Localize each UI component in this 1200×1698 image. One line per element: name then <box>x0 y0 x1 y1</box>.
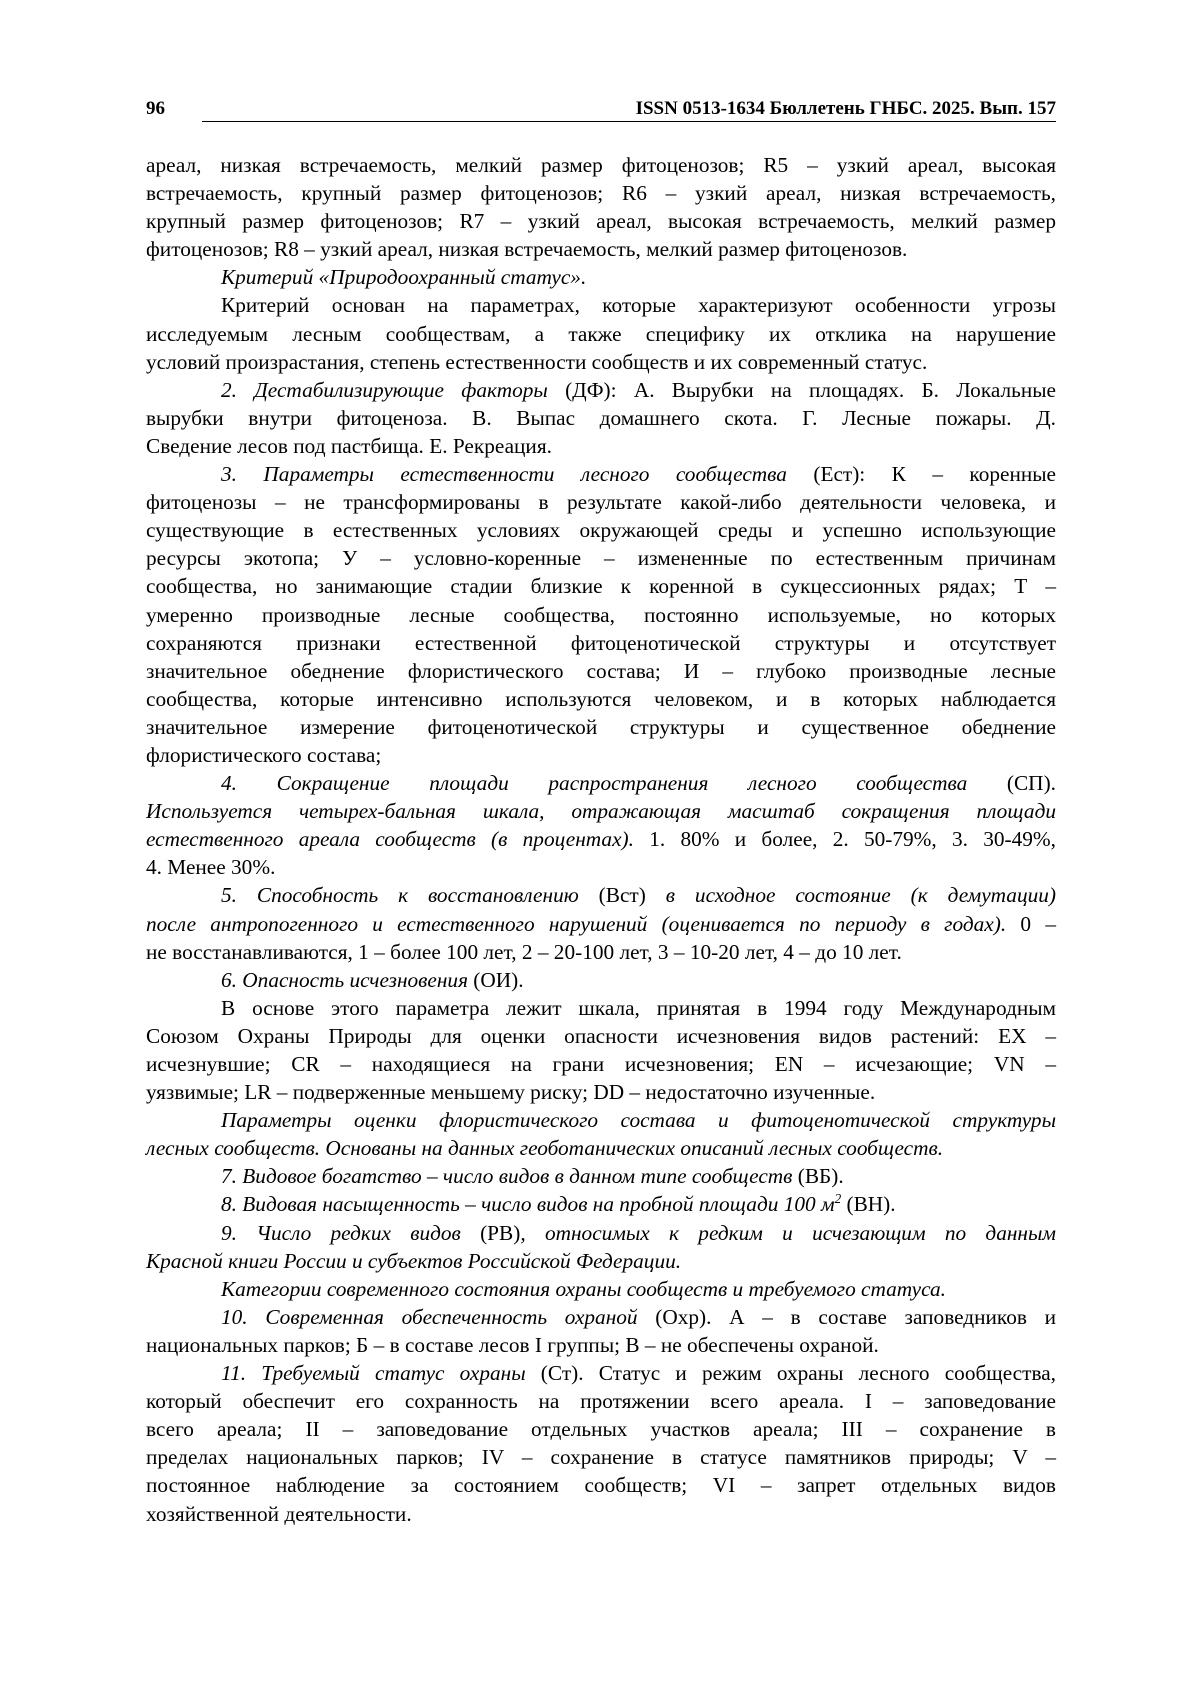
journal-info: ISSN 0513-1634 Бюллетень ГНБС. 2025. Вып. 157 <box>635 98 1056 119</box>
page-header <box>146 98 1056 122</box>
continued-paragraph: ареал, низкая встречаемость, мелкий размер фитоценозов; R5 – узкий ареал, высокая <box>146 153 1056 177</box>
criterion-paragraph: Критерий основан на параметрах, которые характеризуют особенности угрозы <box>221 293 1056 318</box>
iucn-paragraph: В основе этого параметра лежит шкала, принятая в 1994 году Международным <box>221 995 1056 1020</box>
item-species-saturation: 8. Видовая насыщенность – число видов на пробной площади 100 $м^2$ (ВН). <box>221 1191 896 1217</box>
criterion-heading: Критерий «Природоохранный статус». <box>221 265 587 290</box>
item-area-reduction: 4. Сокращение площади распространения лесного сообщества (СП). <box>221 771 1056 796</box>
body-text: ареал, низкая встречаемость, мелкий размер фитоценозов; R5 – узкий ареал, высокая встречаемость, крупный размер фитоценозов; R6 – узкий ареал, низкая встречаемость, крупный размер фитоценозов; R7 – узкий ареал, высокая встречаемость, мелкий размер фитоценозов; R8 – узкий ареал, низкая встречаемость, мелкий размер фитоценозов. Критерий «Природоохранный статус». Критерий основан на параметрах, которые характеризуют особенности угрозы исследуемым лесным сообществам, а также специфику их отклика на нарушение условий произрастания, степень естественности сообществ и их современный статус. 2. Дестабилизирующие факторы (ДФ): А. Вырубки на площадях. Б. Локальные вырубки внутри фитоценоза. В. Выпас домашнего скота. Г. Лесные пожары. Д. Сведение лесов под пастбища. Е. Рекреация. 3. Параметры естественности лесного сообщества (Ест): К – коренные фитоценозы – не трансформированы в результате какой-либо деятельности человека, и существующие в естественных условиях окружающей среды и успешно использующие ресурсы экотопа; У – условно-коренные – измененные по естественным причинам сообщества, но занимающие стадии близкие к коренной в сукцессионных рядах; Т – умеренно производные лесные сообщества, постоянно используемые, но которых сохраняются признаки естественной фитоценотической структуры и отсутствует значительное обеднение флористического состава; И – глубоко производные лесные сообщества, которые интенсивно используются человеком, и в которых наблюдается значительное измерение фитоценотической структуры и существенное обеднение флористического состава; 4. Сокращение площади распространения лесного сообщества (СП). Используется четырех-бальная шкала, отражающая масштаб сокращения площади естественного ареала сообществ (в процентах). 1. 80% и более, 2. 50-79%, 3. 30-49%, 4. Менее 30%. 5. Способность к восстановлению (Вст) в исходное состояние (к демутации) после антропогенного и естественного нарушений (оценивается по периоду в годах). 0 – не восстанавливаются, 1 – более 100 лет, 2 – 20-100 лет, 3 – 10-20 лет, 4 – до 10 лет. 6. Опасность исчезновения (ОИ). В основе этого параметра лежит шкала, принятая в 1994 году Международным Союзом Охраны Природы для оценки опасности исчезновения видов растений: EX – исчезнувшие; CR – находящиеся на грани исчезновения; EN – исчезающие; VN – уязвимые; LR – подверженные меньшему риску; DD – недостаточно изученные. Параметры оценки флористического состава и фитоценотической структуры лесных сообществ. Основаны на данных геоботанических описаний лесных сообществ. 7. Видовое богатство – число видов в данном типе сообществ (ВБ). 8. Видовая насыщенность – число видов на пробной площади 100 $м^2$ (ВН). 9. Число редких видов (РВ), относимых к редким и исчезающим по данным Красной книги России и субъектов Российской Федерации. Категории современного состояния охраны сообществ и требуемого статуса. 10. Современная обеспеченность охраной (Охр). А – в составе заповедников и национальных парков; Б – в составе лесов I группы; В – не обеспечены охраной. 11. Требуемый статус охраны (Ст). Статус и режим охраны лесного сообщества, который обеспечит его сохранность на протяжении всего ареала. I – заповедование всего ареала; II – заповедование отдельных участков ареала; III – сохранение в пределах национальных парков; IV – сохранение в статусе памятников природы; V – постоянное наблюдение за состоянием сообществ; VI – запрет отдельных видов хозяйственной деятельности. <box>146 153 1057 1526</box>
item-current-protection: 10. Современная обеспеченность охраной (Охр). А – в составе заповедников и <box>221 1304 1056 1329</box>
item-extinction-risk: 6. Опасность исчезновения (ОИ). <box>221 967 524 992</box>
item-species-richness: 7. Видовое богатство – число видов в данном типе сообществ (ВБ). <box>221 1164 844 1189</box>
page-number: 96 <box>146 98 165 119</box>
header-rule <box>202 121 1056 122</box>
item-required-status: 11. Требуемый статус охраны (Ст). Статус и режим охраны лесного сообщества, <box>221 1361 1056 1386</box>
item-naturalness: 3. Параметры естественности лесного сообщества (Ест): К – коренные <box>221 462 1056 487</box>
params-heading: Параметры оценки флористического состава и фитоценотической структуры <box>221 1108 1056 1133</box>
item-rare-species: 9. Число редких видов (РВ), относимых к редким и исчезающим по данным <box>221 1220 1056 1245</box>
item-recovery-ability: 5. Способность к восстановлению (Вст) в исходное состояние (к демутации) <box>221 883 1056 908</box>
categories-heading: Категории современного состояния охраны сообществ и требуемого статуса. <box>221 1276 946 1301</box>
item-destabilizing-factors: 2. Дестабилизирующие факторы (ДФ): А. Вырубки на площадях. Б. Локальные <box>221 377 1056 402</box>
